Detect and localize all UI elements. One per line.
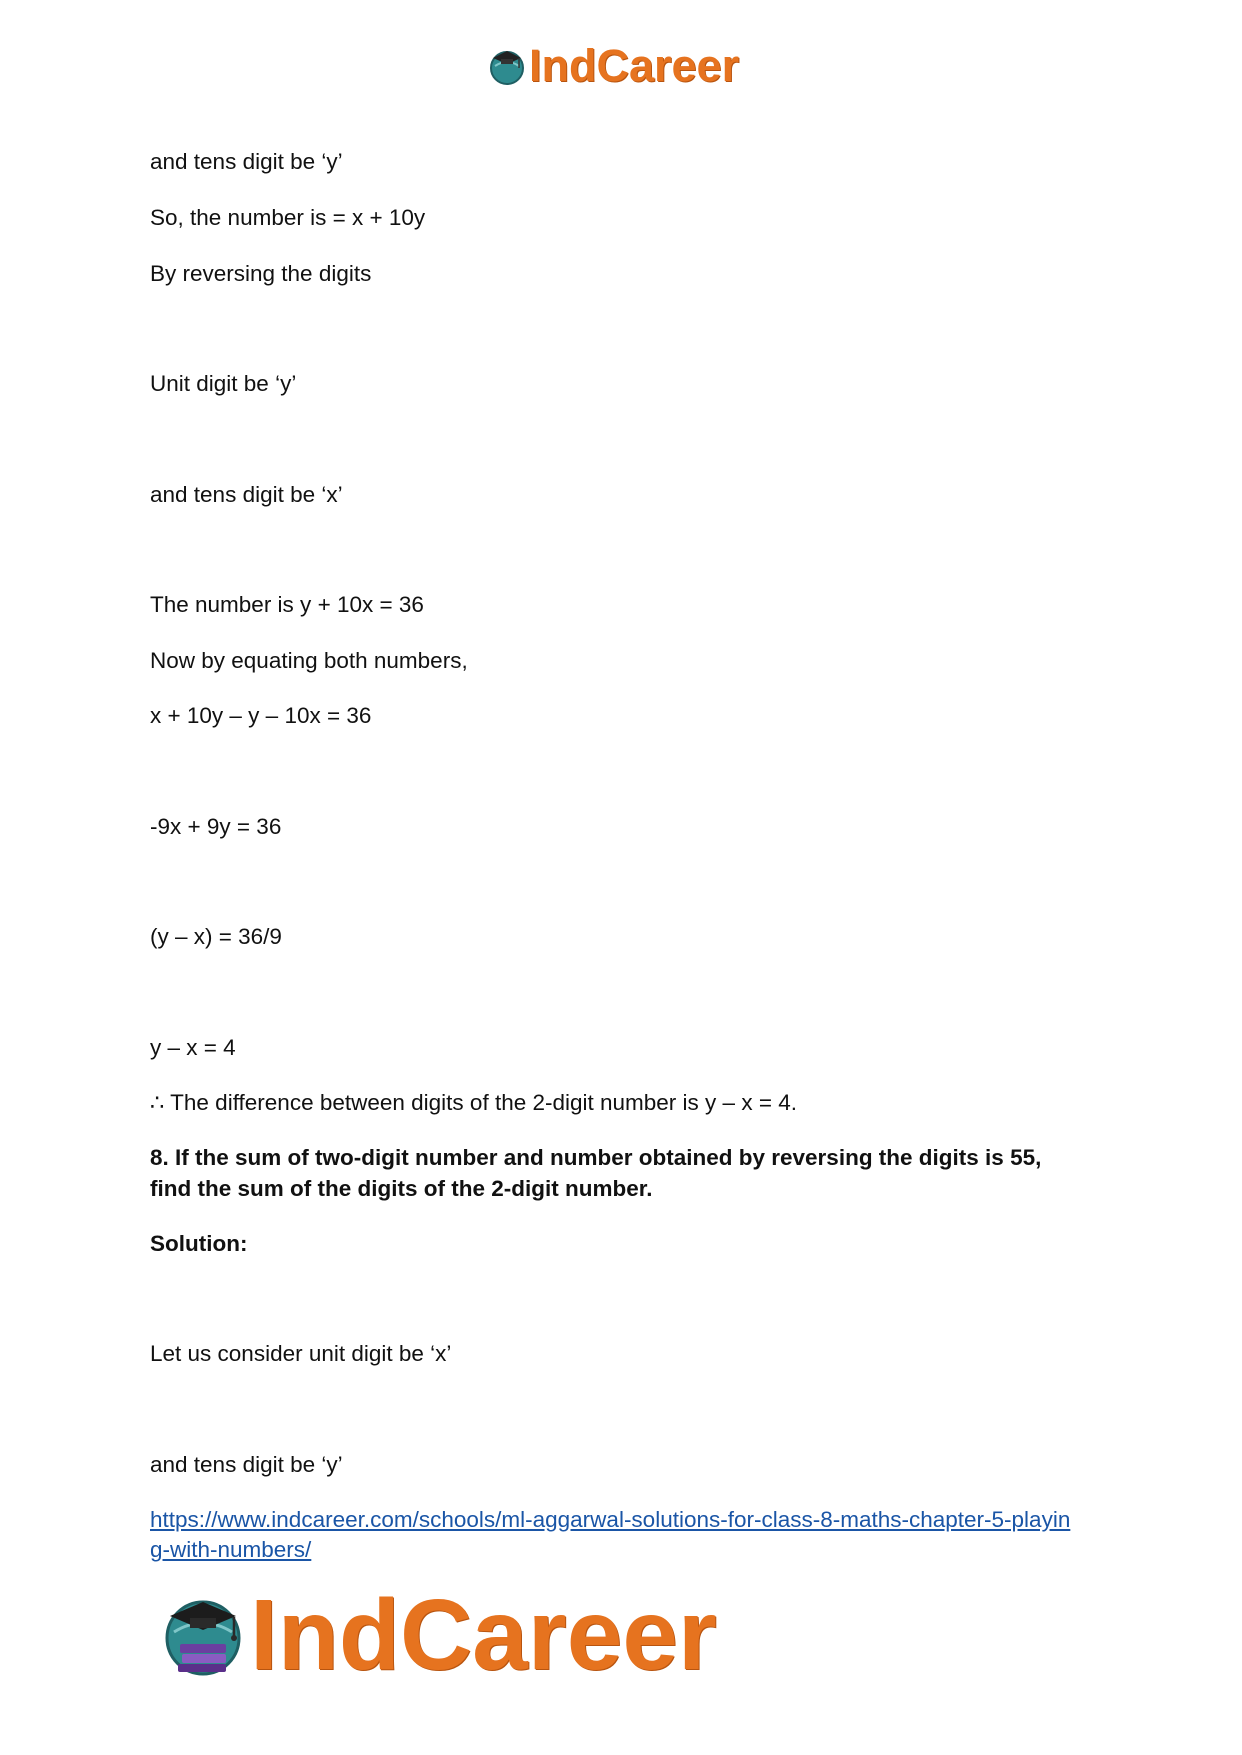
question-heading-line-2: find the sum of the digits of the 2-digit number. (150, 1176, 653, 1201)
text-line: ∴ The difference between digits of the 2-digit number is y – x = 4. (150, 1090, 797, 1115)
header-logo-text: IndCareer (529, 40, 740, 91)
text-line: and tens digit be ‘x’ (150, 482, 343, 507)
question-heading-line-1: 8. If the sum of two-digit number and number obtained by reversing the digits is 55, (150, 1145, 1042, 1170)
text-line: y – x = 4 (150, 1035, 236, 1060)
solution-label: Solution: (150, 1231, 248, 1256)
text-line: -9x + 9y = 36 (150, 814, 282, 839)
text-line: and tens digit be ‘y’ (150, 149, 343, 174)
source-link-line-2[interactable]: g-with-numbers/ (150, 1537, 312, 1562)
text-line: Let us consider unit digit be ‘x’ (150, 1341, 452, 1366)
text-line: So, the number is = x + 10y (150, 205, 426, 230)
text-line: Unit digit be ‘y’ (150, 371, 297, 396)
footer-logo-text: IndCareer (250, 1578, 717, 1691)
text-line: x + 10y – y – 10x = 36 (150, 703, 372, 728)
text-line: and tens digit be ‘y’ (150, 1452, 343, 1477)
text-line: By reversing the digits (150, 261, 372, 286)
globe-graduation-cap-icon (487, 46, 527, 86)
footer-logo (160, 1580, 717, 1690)
header-logo (487, 42, 739, 90)
text-line: Now by equating both numbers, (150, 648, 468, 673)
globe-books-graduation-cap-icon (160, 1592, 246, 1678)
source-link-line-1[interactable]: https://www.indcareer.com/schools/ml-aggarwal-solutions-for-class-8-maths-chapter-5-playin (150, 1507, 1071, 1532)
text-line: (y – x) = 36/9 (150, 924, 282, 949)
text-line: The number is y + 10x = 36 (150, 592, 424, 617)
